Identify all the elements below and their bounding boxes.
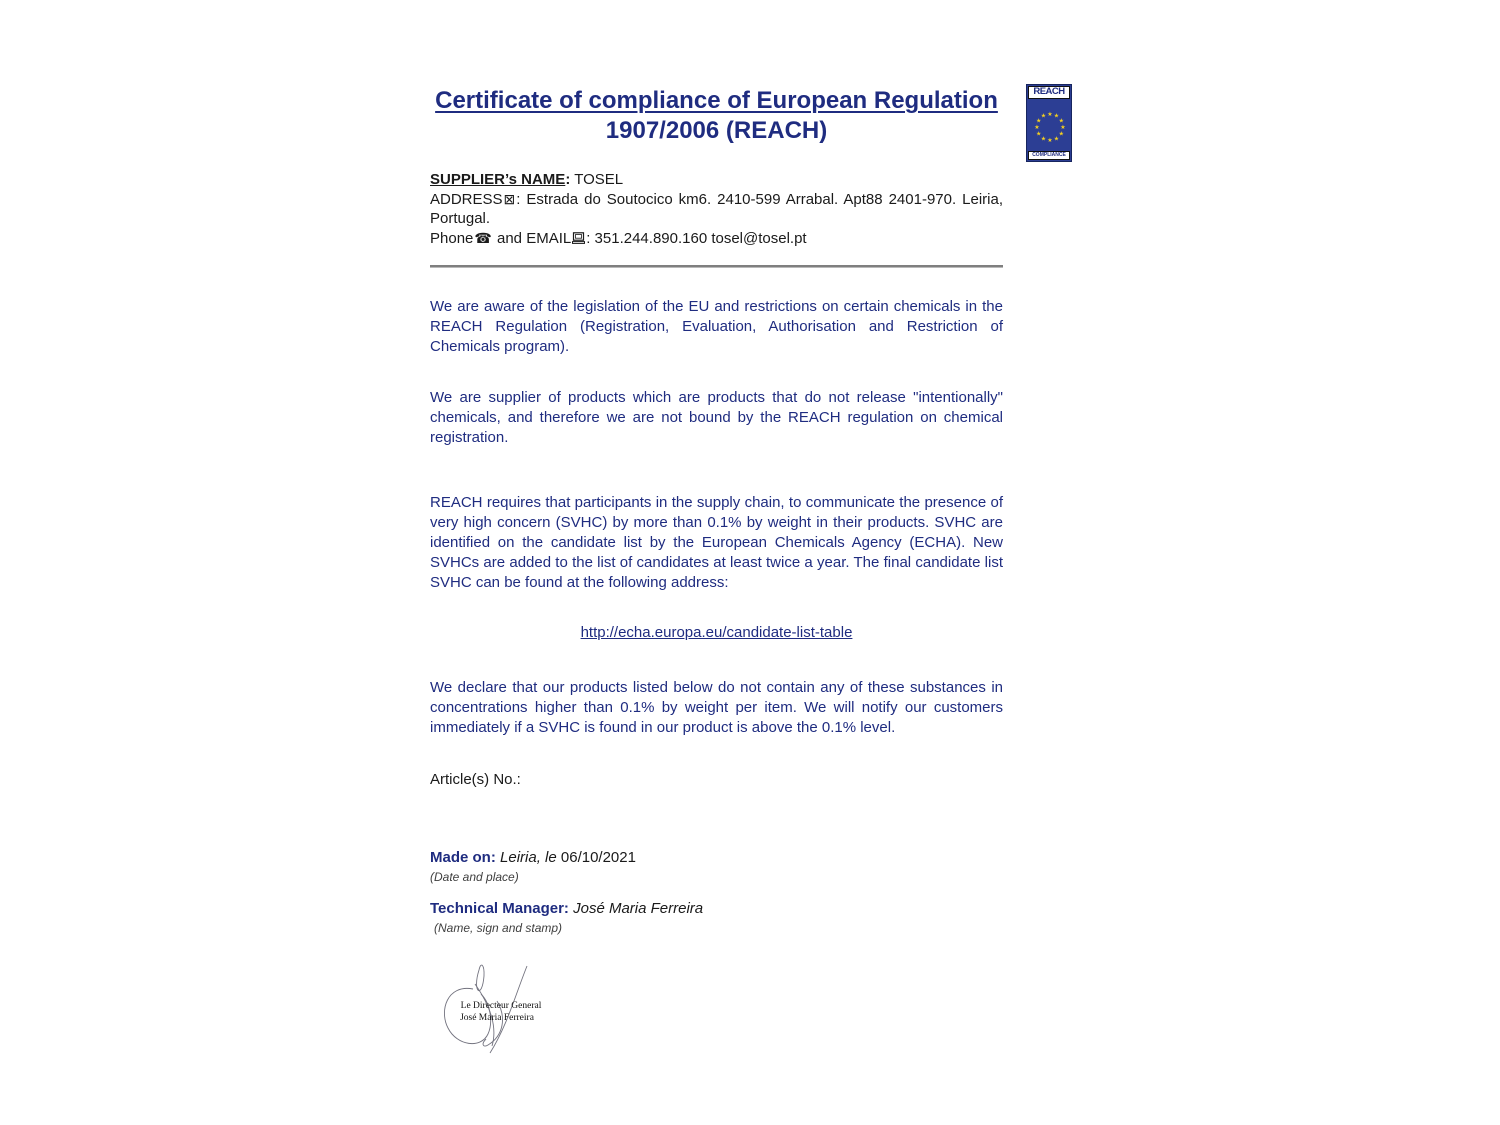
svg-text:★: ★ bbox=[1047, 137, 1053, 144]
supplier-name-colon: : bbox=[565, 171, 571, 188]
candidate-list-link-row bbox=[430, 623, 1003, 643]
candidate-list-link[interactable]: http://echa.europa.eu/candidate-list-table bbox=[580, 624, 853, 641]
reach-logo-text: REACH bbox=[1028, 86, 1070, 99]
address-label: ADDRESS bbox=[430, 190, 503, 208]
page-title bbox=[430, 86, 1003, 146]
made-on-date: 06/10/2021 bbox=[556, 849, 636, 866]
document-body bbox=[430, 86, 1003, 1066]
svg-text:★: ★ bbox=[1053, 112, 1060, 120]
svg-text:★: ★ bbox=[1036, 117, 1042, 125]
paragraph-supplier-statement: We are supplier of products which are products that do not release "intentionally" chemicals, and therefore we are not bound by the REACH regulation on chemical registration. bbox=[430, 389, 1003, 446]
supplier-contact-line bbox=[430, 229, 1003, 249]
signature-title-text: Le Directeur General bbox=[460, 1001, 542, 1011]
technical-manager-name: José Maria Ferreira bbox=[568, 900, 704, 917]
signature-name-text: José Maria Ferreira bbox=[460, 1013, 534, 1023]
section-divider bbox=[430, 265, 1003, 268]
envelope-icon: ⊠ bbox=[503, 190, 516, 207]
made-on-label: Made on: bbox=[430, 849, 496, 866]
supplier-info bbox=[430, 170, 1003, 248]
phone-label: Phone bbox=[430, 229, 474, 247]
paragraph-declaration: We declare that our products listed below do not contain any of these substances in concentrations higher than 0.1% by weight per item. We will notify our customers immediately if a SVHC is found in our product is above the 0.1% level. bbox=[430, 679, 1003, 736]
paragraph-awareness: We are aware of the legislation of the EU and restrictions on certain chemicals in the REACH Regulation (Registration, Evaluation, Authorisation and Restriction of Chemicals program). bbox=[430, 298, 1003, 355]
signature-stamp bbox=[435, 956, 570, 1061]
title-line-2: 1907/2006 (REACH) bbox=[605, 117, 828, 144]
compliance-logo-text: COMPLIANCE bbox=[1028, 151, 1070, 160]
articles-no-label: Article(s) No.: bbox=[430, 771, 521, 788]
svg-text:★: ★ bbox=[1053, 135, 1060, 143]
svg-text:★: ★ bbox=[1040, 112, 1047, 120]
paragraph-reach-requirements: REACH requires that participants in the supply chain, to communicate the presence of very high concern (SVHC) by more than 0.1% by weight in their products. SVHC are identified on the candidate list by the European Chemicals Agency (ECHA). New SVHCs are added to the list of candidates at least twice a year. The final candidate list SVHC can be found at the following address: bbox=[430, 494, 1003, 591]
made-on-line bbox=[430, 848, 1003, 868]
address-value: : Estrada do Soutocico km6. 2410-599 Arrabal. Apt88 2401-970. Leiria, Portugal. bbox=[430, 190, 1003, 227]
computer-icon bbox=[572, 232, 585, 244]
phone-icon: ☎ bbox=[474, 229, 492, 246]
made-on-place: Leiria, le bbox=[495, 849, 557, 866]
contact-value: : 351.244.890.160 tosel@tosel.pt bbox=[586, 229, 807, 247]
title-line-1: Certificate of compliance of European Regulation bbox=[435, 87, 998, 114]
technical-manager-line bbox=[430, 899, 1003, 919]
supplier-address-line bbox=[430, 190, 1003, 229]
reach-compliance-logo bbox=[1026, 84, 1072, 162]
technical-manager-label: Technical Manager: bbox=[430, 900, 569, 917]
supplier-name-value: TOSEL bbox=[570, 171, 624, 188]
svg-text:★: ★ bbox=[1047, 111, 1053, 118]
svg-text:★: ★ bbox=[1058, 130, 1064, 138]
svg-text:★: ★ bbox=[1040, 135, 1047, 143]
svg-text:★: ★ bbox=[1060, 124, 1066, 131]
date-place-caption: (Date and place) bbox=[430, 870, 519, 884]
email-label: and EMAIL bbox=[492, 229, 572, 247]
name-sign-caption: (Name, sign and stamp) bbox=[434, 921, 563, 935]
svg-text:★: ★ bbox=[1036, 130, 1042, 138]
svg-text:★: ★ bbox=[1058, 117, 1064, 125]
svg-text:★: ★ bbox=[1034, 124, 1040, 131]
supplier-name-line bbox=[430, 170, 1003, 190]
supplier-name-label: SUPPLIER’s NAME bbox=[430, 171, 566, 188]
